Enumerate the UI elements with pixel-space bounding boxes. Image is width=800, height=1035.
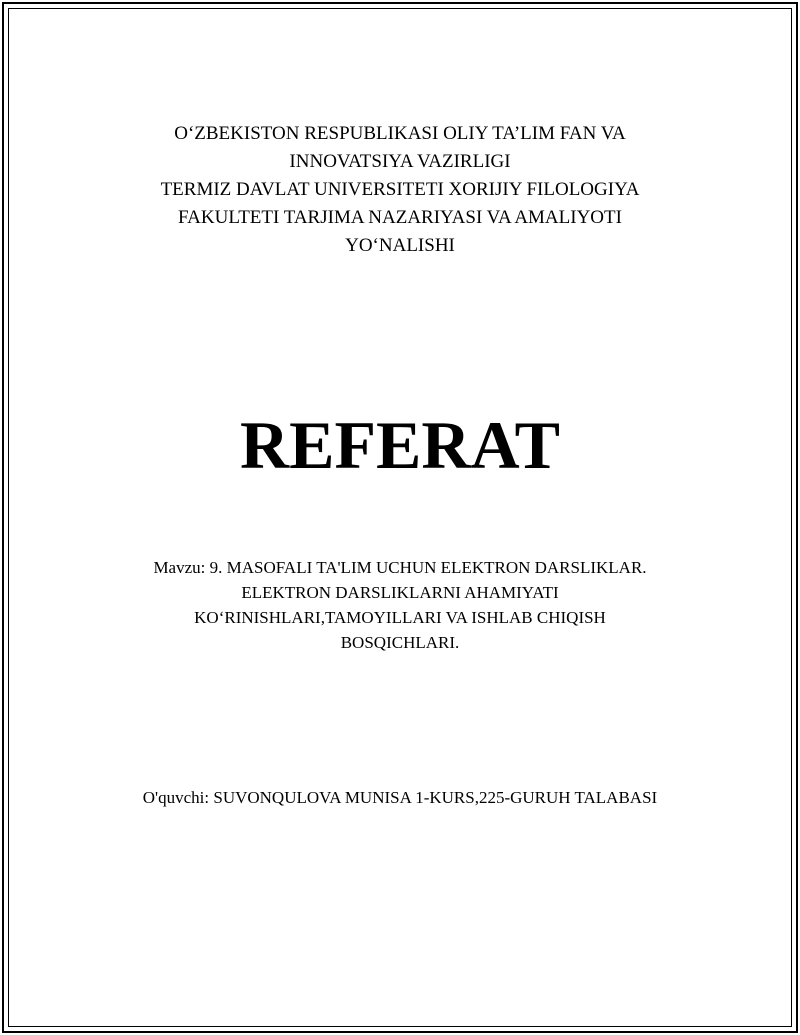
- student-info: O'quvchi: SUVONQULOVA MUNISA 1-KURS,225-GURUH TALABASI: [142, 788, 658, 807]
- header-line-3: TERMIZ DAVLAT UNIVERSITETI XORIJIY FILOLOGIYA: [160, 179, 640, 200]
- institution-header: [0, 120, 800, 260]
- topic-line-2: ELEKTRON DARSLIKLARNI AHAMIYATI: [241, 583, 559, 602]
- topic-line-4: BOSQICHLARI.: [340, 633, 460, 652]
- topic-line-3: KO‘RINISHLARI,TAMOYILLARI VA ISHLAB CHIQISH: [194, 608, 606, 627]
- header-line-4: FAKULTETI TARJIMA NAZARIYASI VA AMALIYOTI: [178, 207, 622, 228]
- topic-block: [0, 555, 800, 655]
- header-line-5: YO‘NALISHI: [345, 235, 455, 256]
- header-line-1: O‘ZBEKISTON RESPUBLIKASI OLIY TA’LIM FAN VA: [174, 123, 626, 144]
- header-line-2: INNOVATSIYA VAZIRLIGI: [289, 151, 511, 172]
- document-title: REFERAT: [240, 407, 560, 483]
- topic-line-1: Mavzu: 9. MASOFALI TA'LIM UCHUN ELEKTRON DARSLIKLAR.: [153, 558, 647, 577]
